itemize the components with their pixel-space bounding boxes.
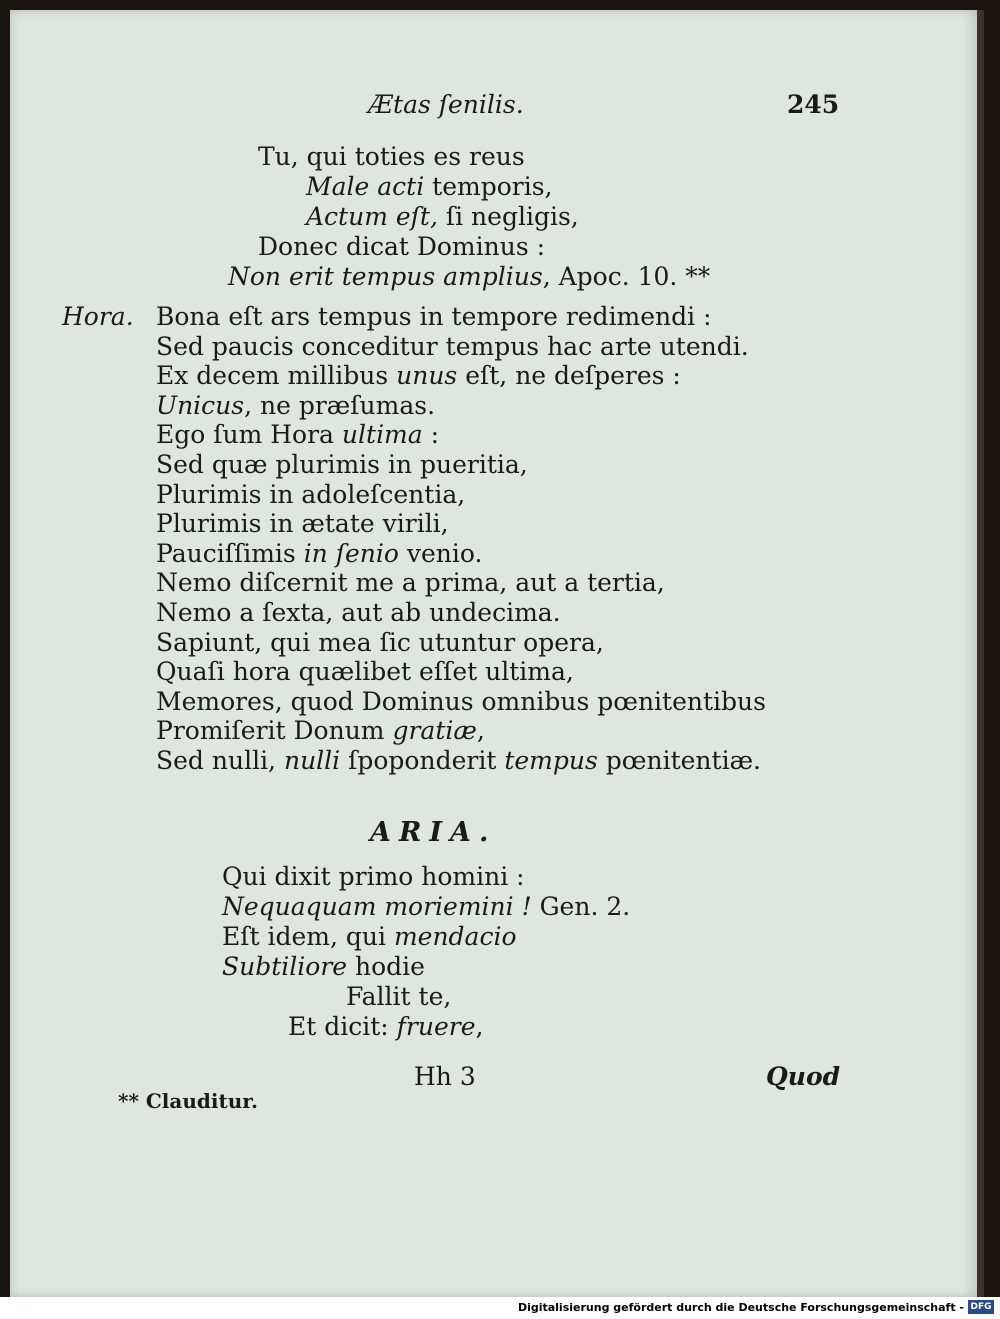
text-run: Pauciſſimis <box>156 538 304 568</box>
aria-heading: ARIA. <box>370 817 497 848</box>
text-line <box>222 952 425 982</box>
text-run: hodie <box>347 952 425 981</box>
text-run: Sed nulli, <box>156 746 284 775</box>
text-run: Sapiunt, qui mea ſic utuntur opera, <box>156 627 604 657</box>
text-run: , Apoc. 10. ** <box>542 262 711 291</box>
text-line <box>156 746 761 776</box>
text-line <box>156 539 482 569</box>
text-run: Tu, qui toties es reus <box>258 142 525 171</box>
text-run: temporis, <box>424 172 553 201</box>
text-run: Nemo diſcernit me a prima, aut a tertia, <box>156 568 665 598</box>
text-run: Bona eſt ars tempus in tempore redimendi : <box>156 302 712 331</box>
text-run: gratiæ <box>392 716 477 746</box>
text-line <box>156 420 439 450</box>
text-run: Unicus <box>156 390 245 420</box>
text-run: Non erit tempus amplius <box>228 262 543 291</box>
text-run: ſi negligis, <box>437 202 579 231</box>
text-line <box>156 628 604 658</box>
catchword: Quod <box>766 1062 841 1091</box>
text-run: Et dicit: <box>288 1012 397 1041</box>
text-line <box>306 172 552 202</box>
text-run: eſt, ne deſperes : <box>457 361 681 391</box>
text-run: Plurimis in adoleſcentia, <box>156 479 466 509</box>
text-run: , <box>475 1012 484 1041</box>
text-run: fruere <box>396 1012 476 1041</box>
dfg-logo: DFG <box>968 1300 994 1314</box>
text-run: Male acti <box>306 172 425 201</box>
text-line <box>156 332 749 362</box>
text-run: Sed quæ plurimis in pueritia, <box>156 450 528 479</box>
text-run: , ne præſumas. <box>244 390 436 420</box>
text-line <box>222 892 630 922</box>
digitization-credit <box>0 1297 1000 1319</box>
text-line <box>156 302 712 332</box>
text-run: in ſenio <box>303 538 399 568</box>
text-line <box>156 450 528 480</box>
text-run: Ex decem millibus <box>156 361 397 391</box>
footnote: ** Clauditur. <box>118 1089 258 1113</box>
text-run: Fallit te, <box>346 982 452 1011</box>
running-title: Ætas ſenilis. <box>368 90 524 119</box>
speaker-label: Hora. <box>62 302 134 331</box>
text-line <box>346 982 451 1012</box>
text-run: Quaſi hora quælibet eſſet ultima, <box>156 657 574 687</box>
text-line <box>258 232 545 262</box>
text-line <box>156 568 665 598</box>
text-line <box>222 862 525 892</box>
book-page <box>10 10 977 1297</box>
text-line <box>222 922 517 952</box>
credit-text: Digitalisierung gefördert durch die Deutsche Forschungsgemeinschaft - <box>517 1301 964 1314</box>
text-run: venio. <box>398 538 483 568</box>
text-run: ſpoponderit <box>340 746 505 775</box>
text-run: tempus <box>504 746 598 775</box>
text-run: mendacio <box>393 922 517 951</box>
text-line <box>306 202 579 232</box>
text-run: unus <box>396 361 458 391</box>
text-run: Memores, quod Dominus omnibus pœnitentibus <box>156 686 766 716</box>
text-run: Gen. 2. <box>531 892 631 921</box>
text-run: Promiſerit Donum <box>156 716 393 746</box>
text-line <box>156 361 681 391</box>
signature-mark: Hh 3 <box>414 1062 476 1091</box>
text-line <box>156 716 485 746</box>
text-run: nulli <box>283 746 341 775</box>
text-run: pœnitentiæ. <box>597 746 762 775</box>
text-line <box>258 142 525 172</box>
text-run: Nemo a ſexta, aut ab undecima. <box>156 598 561 627</box>
text-run: Eſt idem, qui <box>222 922 394 951</box>
text-line <box>156 687 766 717</box>
text-line <box>156 480 465 510</box>
text-line <box>156 598 561 628</box>
text-run: Sed paucis conceditur tempus hac arte utendi. <box>156 331 749 361</box>
text-run: Actum eſt, <box>306 202 438 231</box>
show-through-text <box>630 138 637 163</box>
page-number: 245 <box>787 90 840 119</box>
text-run: : <box>422 420 440 450</box>
text-line <box>156 657 574 687</box>
text-run: Qui dixit primo homini : <box>222 862 525 891</box>
text-run: , <box>476 716 485 746</box>
page-edge <box>977 10 984 1297</box>
text-line <box>228 262 710 292</box>
text-line <box>288 1012 483 1042</box>
text-run: Donec dicat Dominus : <box>258 232 546 261</box>
text-line <box>156 509 449 539</box>
text-run: Plurimis in ætate virili, <box>156 509 449 539</box>
text-run: ultima <box>341 420 423 450</box>
text-run: Subtiliore <box>222 952 348 981</box>
text-line <box>156 391 435 421</box>
text-run: Ego ſum Hora <box>156 420 342 450</box>
text-run: Nequaquam moriemini ! <box>222 892 532 921</box>
